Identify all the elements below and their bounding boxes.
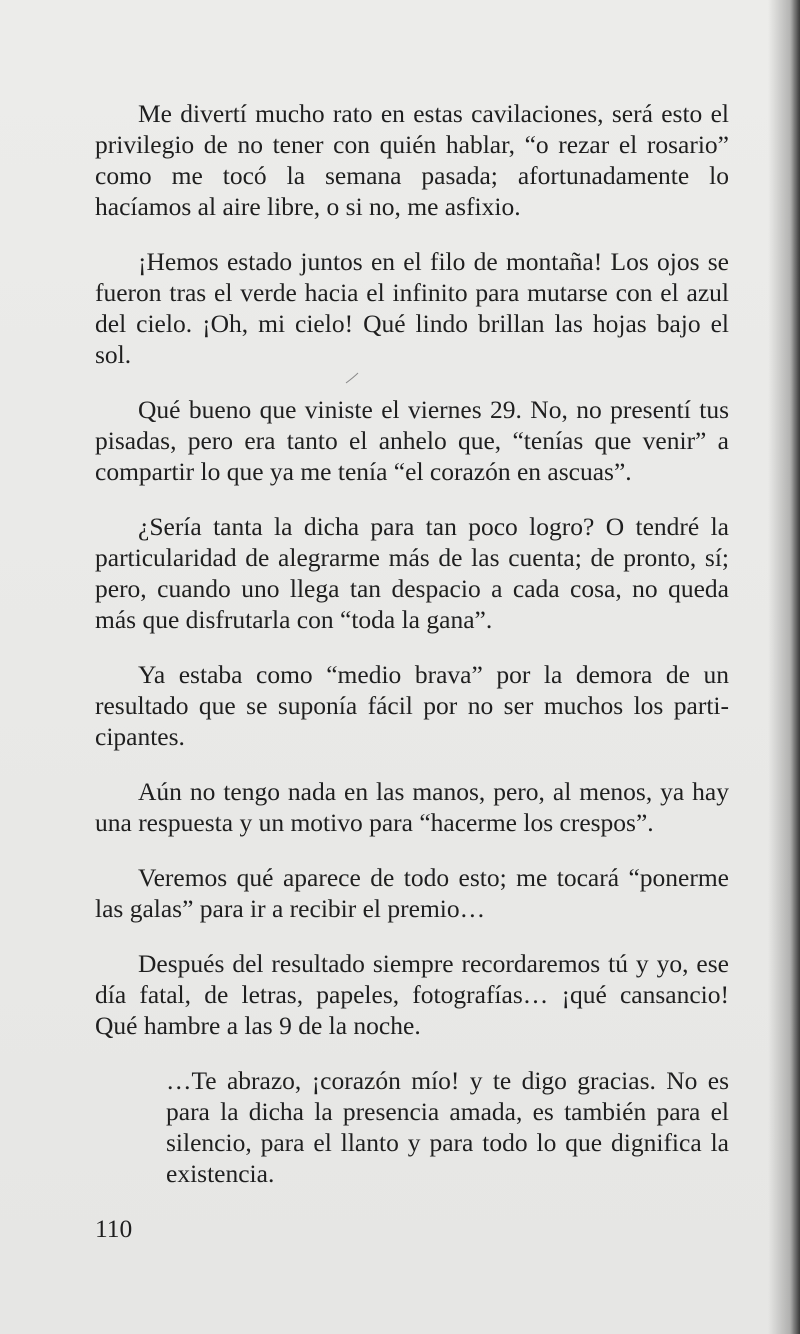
page-edge-shadow bbox=[790, 0, 800, 1334]
body-text bbox=[95, 98, 729, 1213]
paragraph-8: Después del resultado siempre recordaremos tú y yo, ese día fatal, de letras, papeles, fotografías… ¡qué cansancio! Qué hambre a las 9 de la noche. bbox=[95, 949, 729, 1040]
paragraph-4: ¿Sería tanta la dicha para tan poco logro? O tendré la particularidad de alegrarme más de las cuenta; de pronto, sí; pero, cuando uno llega tan despacio a cada cosa, no queda más que disfrutarla con “toda la gana”. bbox=[95, 512, 729, 634]
paragraph-6: Aún no tengo nada en las manos, pero, al menos, ya hay una respuesta y un motivo para “hacerme los crespos”. bbox=[95, 777, 729, 837]
pencil-mark bbox=[345, 372, 359, 384]
paragraph-7: Veremos qué aparece de todo esto; me tocará “ponerme las galas” para ir a recibir el premio… bbox=[95, 863, 729, 923]
paragraph-3: Qué bueno que viniste el viernes 29. No, no presentí tus pisadas, pero era tanto el anhelo que, “tenías que venir” a compartir lo que ya me tenía “el corazón en ascuas”. bbox=[95, 395, 729, 486]
closing-quote: …Te abrazo, ¡corazón mío! y te digo gracias. No es para la dicha la presencia amada, es también para el silencio, para el llanto y para todo lo que dignifica la existencia. bbox=[166, 1066, 729, 1188]
paragraph-2: ¡Hemos estado juntos en el filo de montaña! Los ojos se fueron tras el verde hacia el infinito para mutarse con el azul del cielo. ¡Oh, mi cielo! Qué lindo brillan las hojas bajo el sol. bbox=[95, 247, 729, 369]
paragraph-5: Ya estaba como “medio brava” por la demora de un resultado que se suponía fácil por no ser muchos los participantes. bbox=[95, 660, 729, 751]
page-number: 110 bbox=[95, 1214, 133, 1243]
paragraph-1: Me divertí mucho rato en estas cavilaciones, será esto el privilegio de no tener con quién hablar, “o rezar el rosario” como me tocó la semana pasada; afortunadamente lo hacíamos al aire libre, o si no, me asfixio. bbox=[95, 99, 729, 221]
